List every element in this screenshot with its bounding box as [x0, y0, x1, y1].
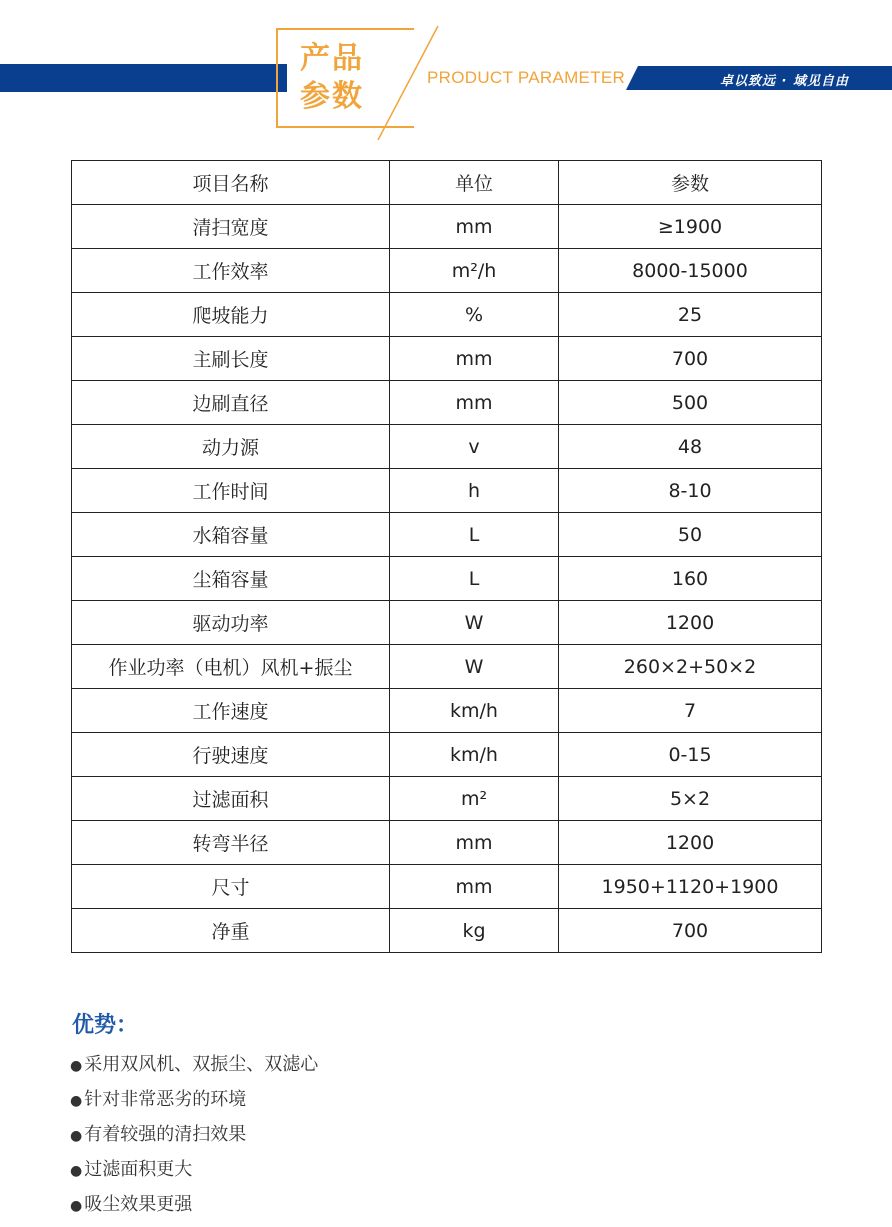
- cell-value: 50: [559, 513, 822, 557]
- table-row: [72, 513, 822, 557]
- cell-unit: L: [390, 513, 559, 557]
- list-item: [70, 1190, 318, 1225]
- table-row: [72, 733, 822, 777]
- table-row: [72, 909, 822, 953]
- cell-item: 水箱容量: [72, 513, 390, 557]
- header-bar-left: [0, 64, 287, 92]
- cell-item: 驱动功率: [72, 601, 390, 645]
- cell-item: 转弯半径: [72, 821, 390, 865]
- cell-item: 工作效率: [72, 249, 390, 293]
- cell-value: 7: [559, 689, 822, 733]
- cell-unit: %: [390, 293, 559, 337]
- cell-value: 260×2+50×2: [559, 645, 822, 689]
- cell-unit: mm: [390, 865, 559, 909]
- cell-item: 主刷长度: [72, 337, 390, 381]
- cell-value: 160: [559, 557, 822, 601]
- cell-value: 700: [559, 337, 822, 381]
- list-item: [70, 1085, 318, 1120]
- cell-item: 尺寸: [72, 865, 390, 909]
- column-header-value: 参数: [559, 161, 822, 205]
- cell-item: 边刷直径: [72, 381, 390, 425]
- cell-unit: m²: [390, 777, 559, 821]
- list-item: [70, 1050, 318, 1085]
- cell-item: 作业功率（电机）风机+振尘: [72, 645, 390, 689]
- table-row: [72, 777, 822, 821]
- table-row: [72, 557, 822, 601]
- cell-unit: h: [390, 469, 559, 513]
- table-header-row: [72, 161, 822, 205]
- table-row: [72, 381, 822, 425]
- cell-value: 1200: [559, 601, 822, 645]
- bullet-icon: ●: [70, 1058, 83, 1074]
- bullet-icon: ●: [70, 1128, 83, 1144]
- cell-unit: W: [390, 645, 559, 689]
- cell-unit: mm: [390, 337, 559, 381]
- cell-item: 行驶速度: [72, 733, 390, 777]
- cell-value: ≥1900: [559, 205, 822, 249]
- page-title: [300, 40, 380, 116]
- cell-unit: mm: [390, 381, 559, 425]
- list-item-text: 吸尘效果更强: [84, 1194, 193, 1215]
- bullet-icon: ●: [70, 1093, 83, 1109]
- cell-unit: kg: [390, 909, 559, 953]
- cell-item: 清扫宽度: [72, 205, 390, 249]
- list-item-text: 采用双风机、双振尘、双滤心: [84, 1054, 319, 1075]
- cell-item: 工作速度: [72, 689, 390, 733]
- cell-item: 爬坡能力: [72, 293, 390, 337]
- table-row: [72, 821, 822, 865]
- cell-unit: mm: [390, 205, 559, 249]
- cell-item: 动力源: [72, 425, 390, 469]
- table-row: [72, 337, 822, 381]
- cell-value: 500: [559, 381, 822, 425]
- column-header-unit: 单位: [390, 161, 559, 205]
- cell-unit: m²/h: [390, 249, 559, 293]
- cell-value: 8000-15000: [559, 249, 822, 293]
- advantages-title: 优势：: [72, 1013, 139, 1038]
- table-row: [72, 425, 822, 469]
- advantages-list: [70, 1050, 318, 1225]
- cell-unit: mm: [390, 821, 559, 865]
- cell-value: 0-15: [559, 733, 822, 777]
- cell-unit: L: [390, 557, 559, 601]
- cell-item: 尘箱容量: [72, 557, 390, 601]
- list-item: [70, 1120, 318, 1155]
- bullet-icon: ●: [70, 1198, 83, 1214]
- table-row: [72, 249, 822, 293]
- cell-value: 5×2: [559, 777, 822, 821]
- cell-unit: km/h: [390, 733, 559, 777]
- table-row: [72, 689, 822, 733]
- table-row: [72, 601, 822, 645]
- cell-value: 48: [559, 425, 822, 469]
- page-title-line2: 参数: [300, 79, 364, 114]
- parameter-table: [71, 160, 822, 953]
- column-header-item: 项目名称: [72, 161, 390, 205]
- page-title-line1: 产品: [300, 41, 364, 76]
- cell-unit: v: [390, 425, 559, 469]
- table-row: [72, 469, 822, 513]
- table-row: [72, 645, 822, 689]
- cell-unit: km/h: [390, 689, 559, 733]
- cell-value: 700: [559, 909, 822, 953]
- cell-value: 8-10: [559, 469, 822, 513]
- table-row: [72, 865, 822, 909]
- list-item: [70, 1155, 318, 1190]
- cell-value: 1950+1120+1900: [559, 865, 822, 909]
- cell-value: 25: [559, 293, 822, 337]
- page-subtitle: PRODUCT PARAMETER: [427, 68, 626, 87]
- table-row: [72, 205, 822, 249]
- table-row: [72, 293, 822, 337]
- list-item-text: 针对非常恶劣的环境: [84, 1089, 247, 1110]
- cell-item: 过滤面积: [72, 777, 390, 821]
- cell-unit: W: [390, 601, 559, 645]
- list-item-text: 有着较强的清扫效果: [84, 1124, 247, 1145]
- list-item-text: 过滤面积更大: [84, 1159, 193, 1180]
- slogan: 卓以致远 · 域见自由: [720, 74, 849, 89]
- cell-item: 净重: [72, 909, 390, 953]
- cell-value: 1200: [559, 821, 822, 865]
- bullet-icon: ●: [70, 1163, 83, 1179]
- cell-item: 工作时间: [72, 469, 390, 513]
